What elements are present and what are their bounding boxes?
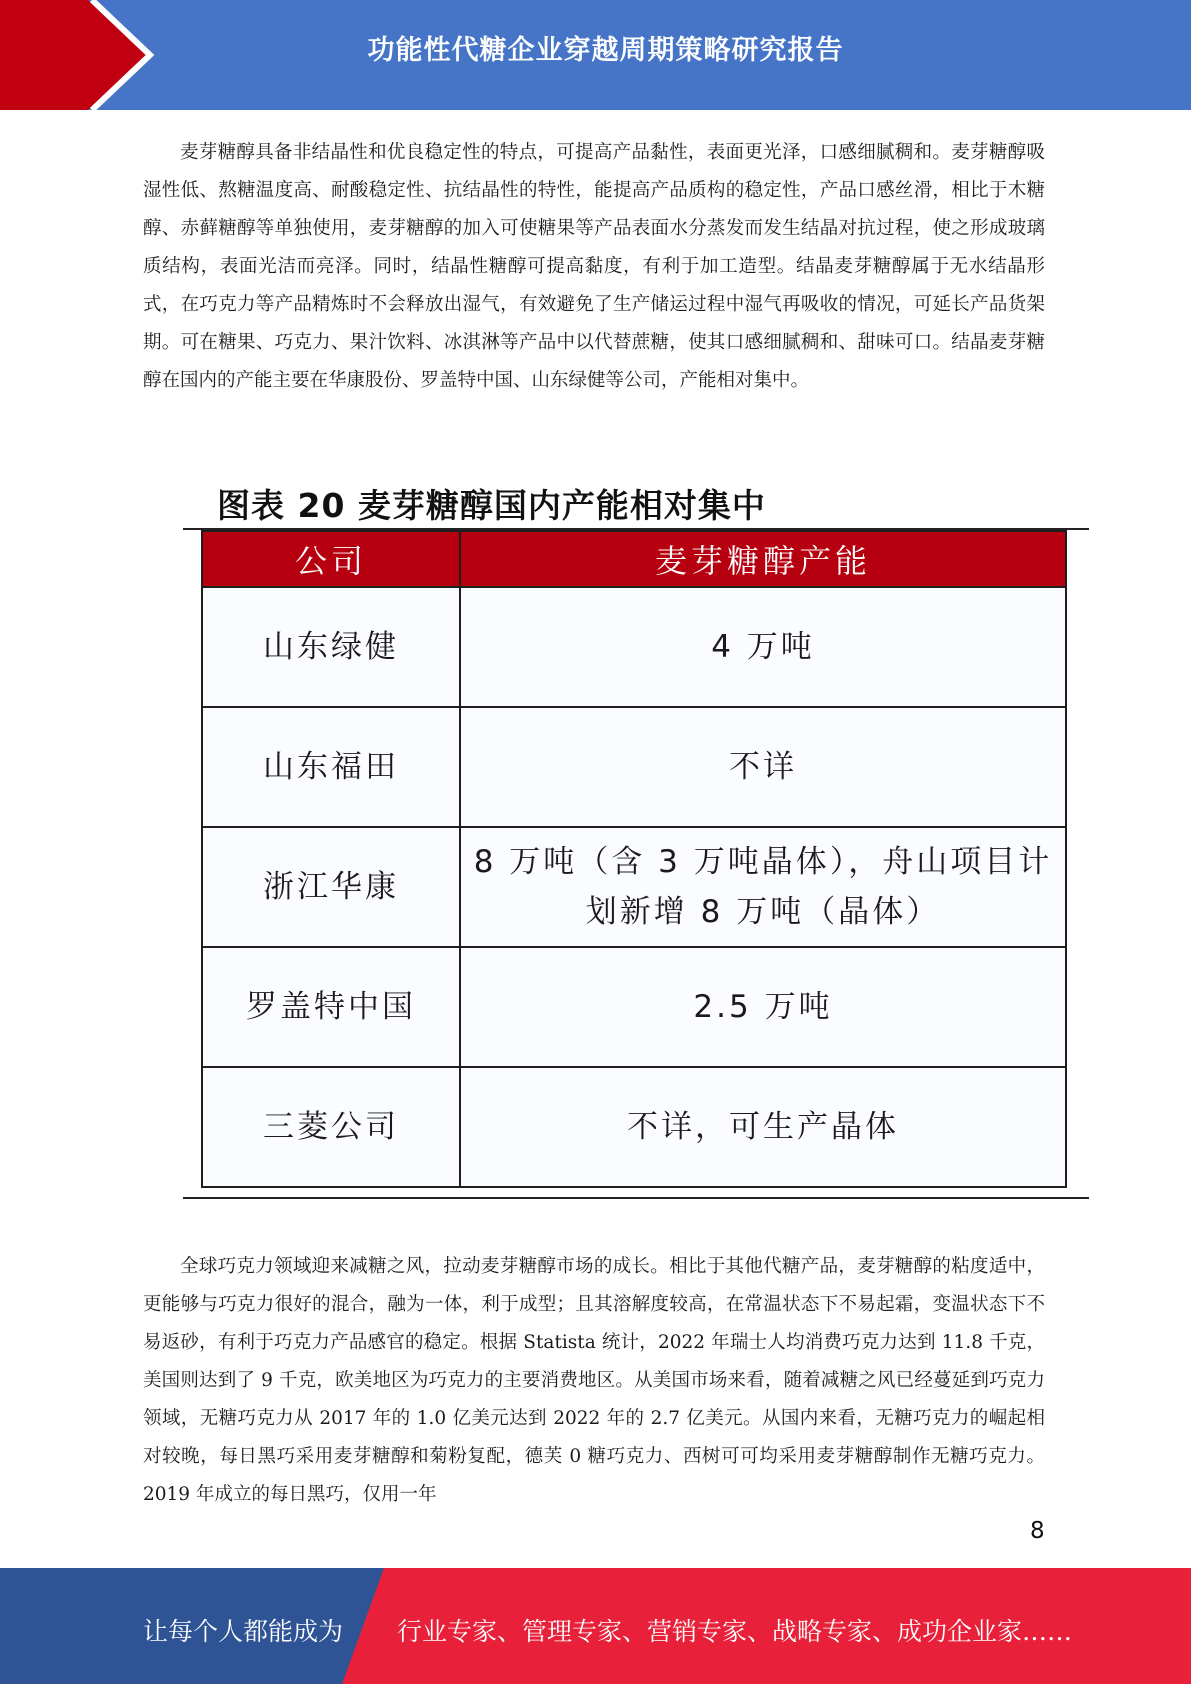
footer-slogan-left: 让每个人都能成为 bbox=[143, 1617, 344, 1646]
table-row bbox=[202, 707, 1066, 827]
company-cell: 罗盖特中国 bbox=[202, 947, 460, 1067]
capacity-cell: 8 万吨（含 3 万吨晶体），舟山项目计划新增 8 万吨（晶体） bbox=[460, 827, 1066, 947]
table-row bbox=[202, 827, 1066, 947]
company-cell: 山东福田 bbox=[202, 707, 460, 827]
figure-20 bbox=[183, 466, 1089, 1206]
table-row bbox=[202, 1067, 1066, 1187]
report-title: 功能性代糖企业穿越周期策略研究报告 bbox=[367, 35, 844, 66]
column-header-capacity: 麦芽糖醇产能 bbox=[460, 531, 1066, 587]
page-number: 8 bbox=[1030, 1518, 1045, 1544]
figure-bottom-rule bbox=[183, 1197, 1089, 1199]
company-cell: 三菱公司 bbox=[202, 1067, 460, 1187]
capacity-cell: 不详 bbox=[460, 707, 1066, 827]
capacity-cell: 2.5 万吨 bbox=[460, 947, 1066, 1067]
company-cell: 浙江华康 bbox=[202, 827, 460, 947]
column-header-company: 公司 bbox=[202, 531, 460, 587]
page-header bbox=[0, 0, 1191, 110]
company-cell: 山东绿健 bbox=[202, 587, 460, 707]
body-paragraph-2: 全球巧克力领域迎来减糖之风，拉动麦芽糖醇市场的成长。相比于其他代糖产品，麦芽糖醇的粘度适中，更能够与巧克力很好的混合，融为一体，利于成型；且其溶解度较高，在常温状态下不易起霜，变温状态下不易返砂，有利于巧克力产品感官的稳定。根据 Statista 统计，2022 年瑞士人均消费巧克力达到 11.8 千克，美国则达到了 9 千克，欧美地区为巧克力的主要消费地区。从美国市场来看，随着减糖之风已经蔓延到巧克力领域，无糖巧克力从 2017 年的 1.0 亿美元达到 2022 年的 2.7 亿美元。从国内来看，无糖巧克力的崛起相对较晚，每日黑巧采用麦芽糖醇和菊粉复配，德芙 0 糖巧克力、西树可可均采用麦芽糖醇制作无糖巧克力。2019 年成立的每日黑巧，仅用一年 bbox=[143, 1256, 1045, 1505]
table-row bbox=[202, 947, 1066, 1067]
capacity-cell: 4 万吨 bbox=[460, 587, 1066, 707]
page-footer bbox=[0, 1568, 1191, 1684]
footer-slogan-right: 行业专家、管理专家、营销专家、战略专家、成功企业家…… bbox=[397, 1617, 1073, 1646]
table-header-row bbox=[202, 531, 1066, 587]
capacity-table bbox=[201, 530, 1067, 1188]
figure-title: 图表 20 麦芽糖醇国内产能相对集中 bbox=[217, 486, 766, 525]
body-paragraph-1: 麦芽糖醇具备非结晶性和优良稳定性的特点，可提高产品黏性，表面更光泽，口感细腻稠和。麦芽糖醇吸湿性低、熬糖温度高、耐酸稳定性、抗结晶性的特性，能提高产品质构的稳定性，产品口感丝滑，相比于木糖醇、赤藓糖醇等单独使用，麦芽糖醇的加入可使糖果等产品表面水分蒸发而发生结晶对抗过程，使之形成玻璃质结构，表面光洁而亮泽。同时，结晶性糖醇可提高黏度，有利于加工造型。结晶麦芽糖醇属于无水结晶形式，在巧克力等产品精炼时不会释放出湿气，有效避免了生产储运过程中湿气再吸收的情况，可延长产品货架期。可在糖果、巧克力、果汁饮料、冰淇淋等产品中以代替蔗糖，使其口感细腻稠和、甜味可口。结晶麦芽糖醇在国内的产能主要在华康股份、罗盖特中国、山东绿健等公司，产能相对集中。 bbox=[143, 142, 1045, 391]
capacity-cell: 不详，可生产晶体 bbox=[460, 1067, 1066, 1187]
table-row bbox=[202, 587, 1066, 707]
